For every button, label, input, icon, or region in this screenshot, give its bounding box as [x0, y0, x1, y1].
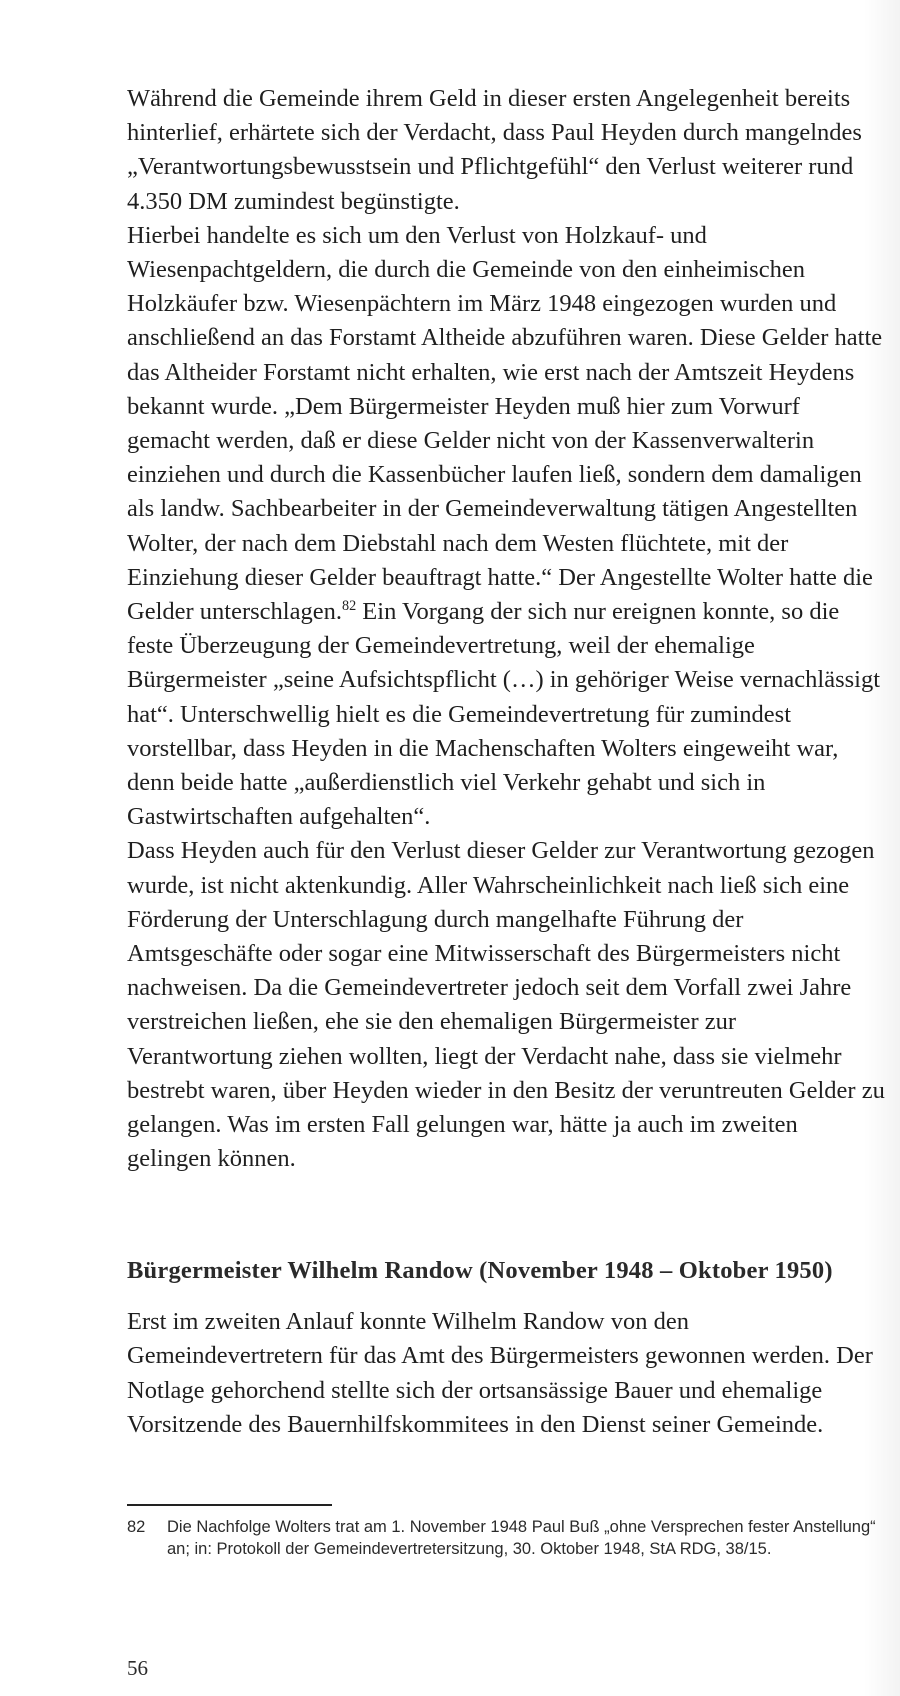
paragraph-4: Dass Heyden auch für den Verlust dieser Gelder zur Verantwortung gezogen wurde, ist nicht aktenkundig. Aller Wahrscheinlichkeit nach ließ sich eine Förderung der Unterschlagung durch mangelhafte Führung der Amtsgeschäfte oder sogar eine Mitwisserschaft des Bürgermeisters nicht nachweisen. Da die Gemeindevertreter jedoch seit dem Vorfall zwei Jahre verstreichen ließen, ehe sie den ehemaligen Bürgermeister zur Verantwortung ziehen wollten, liegt der Verdacht nahe, dass sie vielmehr bestrebt waren, über Heyden wieder in den Besitz der veruntreuten Gelder zu gelangen. Was im ersten Fall gelungen war, hätte ja auch im zweiten gelingen können. [127, 837, 885, 1173]
page-number: 56 [127, 1656, 148, 1680]
section-text-block [127, 1305, 887, 1443]
paragraph-2 [127, 219, 887, 835]
main-text-block [127, 82, 887, 1177]
footnote-text: Die Nachfolge Wolters trat am 1. November 1948 Paul Buß „ohne Versprechen fester Anstellung“ an; in: Protokoll der Gemeindevertretersitzung, 30. Oktober 1948, StA RDG, 38/15. [167, 1518, 876, 1558]
footnote [127, 1516, 882, 1560]
footnote-reference: 82 [341, 597, 357, 614]
section-heading: Bürgermeister Wilhelm Randow (November 1948 – Oktober 1950) [127, 1257, 833, 1285]
paragraph-1: Während die Gemeinde ihrem Geld in dieser ersten Angelegenheit bereits hinterlief, erhärtete sich der Verdacht, dass Paul Heyden durch mangelndes „Verantwortungsbewusstsein und Pflichtgefühl“ den Verlust weiterer rund 4.350 DM zumindest begünstigte. [127, 85, 862, 215]
section-paragraph: Erst im zweiten Anlauf konnte Wilhelm Randow von den Gemeindevertretern für das Amt des Bürgermeisters gewonnen werden. Der Notlage gehorchend stellte sich der ortsansässige Bauer und ehemalige Vorsitzende des Bauernhilfskommitees in den Dienst seiner Gemeinde. [127, 1308, 873, 1439]
paragraph-3-text: Ein Vorgang der sich nur ereignen konnte, so die feste Überzeugung der Gemeindevertretung, weil der ehemalige Bürgermeister „seine Aufsichtspflicht (…) in gehöriger Weise vernachlässigt hat“. Unterschwellig hielt es die Gemeindevertretung für zumindest vorstellbar, dass Heyden in die Machenschaften Wolters eingeweiht war, denn beide hatte „außerdienstlich viel Verkehr gehabt und sich in Gastwirtschaften aufgehalten“. [127, 598, 881, 831]
paragraph-2-text: Hierbei handelte es sich um den Verlust von Holzkauf- und Wiesenpachtgeldern, die durch die Gemeinde von den einheimischen Holzkäufer bzw. Wiesenpächtern im März 1948 eingezogen wurden und anschließend an das Forstamt Altheide abzuführen waren. Diese Gelder hatte das Altheider Forstamt nicht erhalten, wie erst nach der Amtszeit Heydens bekannt wurde. „Dem Bürgermeister Heyden muß hier zum Vorwurf gemacht werden, daß er diese Gelder nicht von der Kassenverwalterin einziehen und durch die Kassenbücher laufen ließ, sondern dem damaligen als landw. Sachbearbeiter in der Gemeindeverwaltung tätigen Angestellten Wolter, der nach dem Diebstahl nach dem Westen flüchtete, mit der Einziehung dieser Gelder beauftragt hatte.“ Der Angestellte Wolter hatte die Gelder unterschlagen. [127, 221, 883, 626]
footnote-divider [127, 1504, 332, 1506]
footnote-number: 82 [127, 1518, 146, 1536]
